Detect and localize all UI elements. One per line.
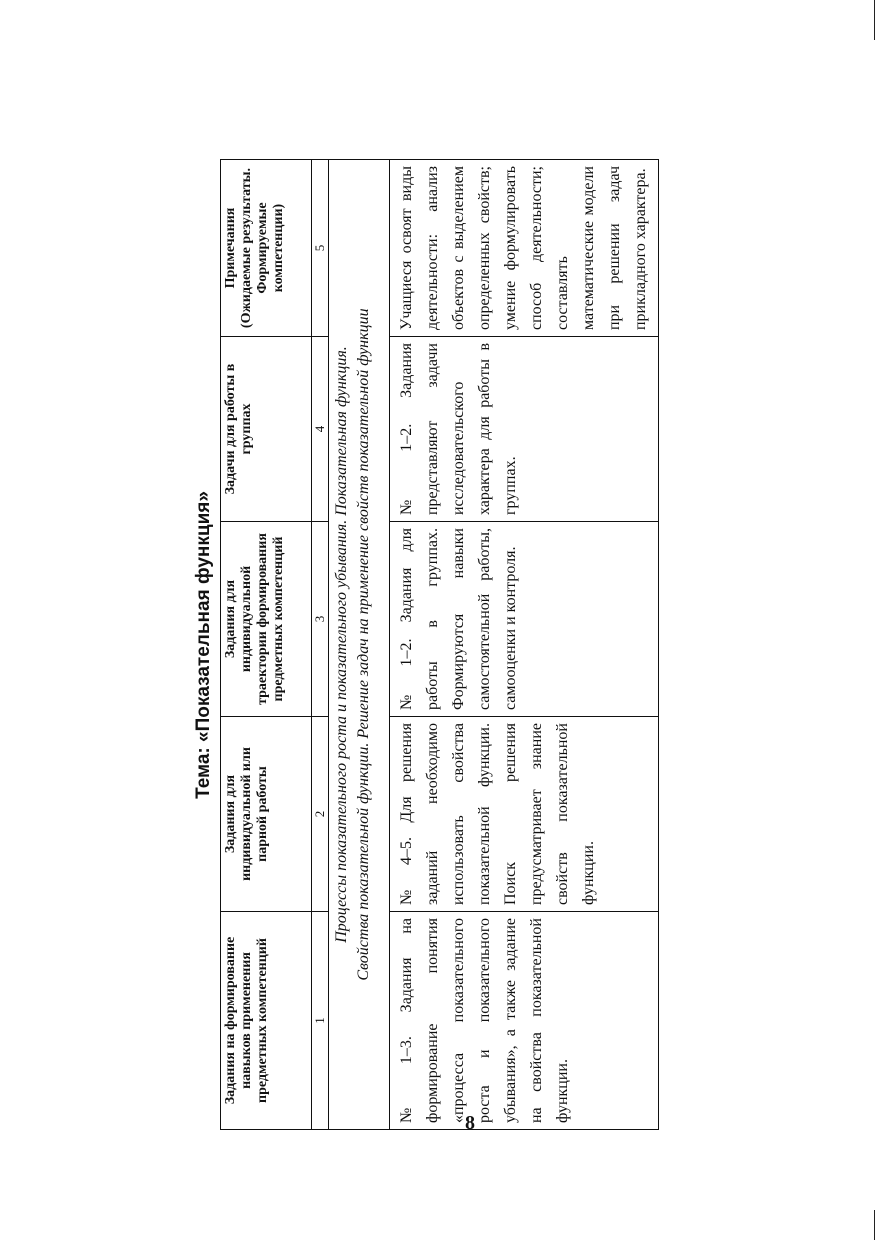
table-cell: № 1–2. Задания для работы в группах. Формируются навыки самостоятельной работы, самооценки и контроля. xyxy=(390,522,659,717)
column-header: Задания на формирование навыков применения предметных компетенций xyxy=(221,912,312,1130)
column-header: Задания для индивидуальной траектории формирования предметных компетенций xyxy=(221,522,312,717)
table-row xyxy=(390,160,659,1130)
page-edge-mark-bottom xyxy=(874,1210,875,1240)
document-title: Тема: «Показательная функция» xyxy=(193,491,214,799)
column-number: 5 xyxy=(312,160,329,337)
column-header: Задания для индивидуальной или парной работы xyxy=(221,717,312,912)
column-number: 1 xyxy=(312,912,329,1130)
table-header-row xyxy=(221,160,312,1130)
lesson-plan-table xyxy=(220,159,659,1130)
section-row xyxy=(329,160,390,1130)
page-edge-mark-top xyxy=(874,0,875,40)
table-cell: № 4–5. Для решения заданий необходимо использовать свойства показательной функции. Поиск решения предусматривает знание свойств показательной функции. xyxy=(390,717,659,912)
column-header: Примечания (Ожидаемые результаты. Формируемые компетенции) xyxy=(221,160,312,337)
section-line-1: Процессы показательного роста и показательного убывания. Показательная функция. xyxy=(333,346,350,943)
section-line-2: Свойства показательной функции. Решение задач на применение свойств показательной функции xyxy=(355,308,372,981)
column-number: 2 xyxy=(312,717,329,912)
table-cell: № 1–2. Задания представляют задачи исследовательского характера для работы в группах. xyxy=(390,337,659,522)
rotated-content xyxy=(190,160,680,1130)
column-number-row xyxy=(312,160,329,1130)
section-heading xyxy=(329,160,390,1130)
table-cell: Учащиеся освоят виды деятельности: анализ объектов с выделением определенных свойств; умение формулировать способ деятельности; составлять математические модели при решении задач прикладного характера. xyxy=(390,160,659,337)
column-number: 3 xyxy=(312,522,329,717)
column-number: 4 xyxy=(312,337,329,522)
table-cell: № 1–3. Задания на формирование понятия «процесса показательного роста и показательного убывания», а также задание на свойства показательной функции. xyxy=(390,912,659,1130)
page-number: 8 xyxy=(465,1112,475,1134)
column-header: Задачи для работы в группах xyxy=(221,337,312,522)
